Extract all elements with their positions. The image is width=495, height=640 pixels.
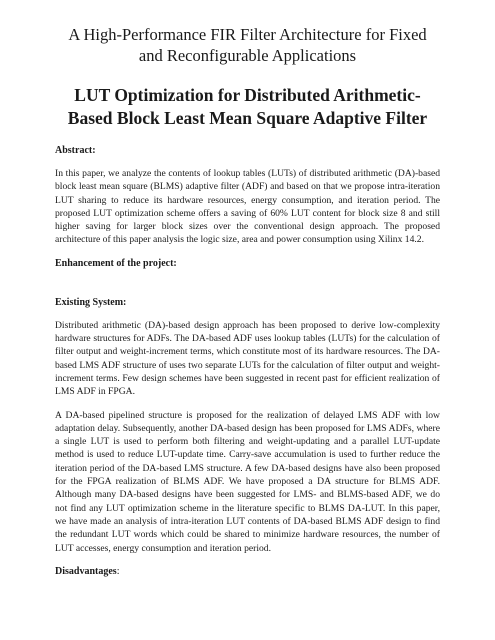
disadvantages-colon: : — [116, 565, 120, 577]
abstract-heading: Abstract: — [55, 145, 96, 156]
main-title: LUT Optimization for Distributed Arithmetic-Based Block Least Mean Square Adaptive Filter — [67, 85, 428, 128]
existing-system-paragraph-2: A DA-based pipelined structure is proposed for the realization of delayed LMS ADF with low adaptation delay. Subsequently, another DA-based design has been proposed for LMS ADFs, where a single LUT is used to perform both filtering and weight-updating and a parallel LUT-update method is used to reduce LUT-update time. Carry-save accumulation is used to further reduce the iteration period of the DA-based LMS structure. A few DA-based designs have also been proposed for the FPGA realization of BLMS ADF. We have proposed a DA structure for BLMS ADF. Although many DA-based designs have been suggested for LMS- and BLMS-based ADF, we do not find any LUT optimization scheme in the literature specific to BLMS DA-LUT. In this paper, we have made an analysis of intra-iteration LUT contents of DA-based BLMS ADF design to find the redundant LUT words which could be shared to minimize hardware resources, the number of LUT accesses, energy consumption and iteration period. — [55, 409, 440, 554]
disadvantages-heading-text: Disadvantages — [55, 565, 117, 577]
existing-system-heading: Existing System: — [55, 296, 127, 308]
section-gap — [55, 280, 440, 296]
disadvantages-heading — [55, 565, 440, 578]
existing-system-paragraph-1: Distributed arithmetic (DA)-based design approach has been proposed to derive low-complexity hardware structures for ADFs. The DA-based ADF uses lookup tables (LUTs) for the calculation of filter output and weight-increment terms, which constitute most of its hardware resources. The DA-based LMS ADF structure of uses two separate LUTs for the calculation of filter output and weight-increment terms. Few design schemes have been suggested in recent past for efficient realization of LMS ADF in FPGA. — [55, 319, 440, 398]
header-title: A High-Performance FIR Filter Architecture for Fixed and Reconfigurable Applications — [68, 25, 427, 65]
enhancement-heading: Enhancement of the project: — [55, 257, 177, 269]
abstract-text: In this paper, we analyze the contents of lookup tables (LUTs) of distributed arithmetic (DA)-based block least mean square (BLMS) adaptive filter (ADF) and based on that we propose intra-iteration LUT sharing to reduce its hardware resources, energy consumption, and iteration period. The proposed LUT optimization scheme offers a saving of 60% LUT content for block size 8 and still higher saving for larger block sizes over the conventional design approach. The proposed architecture of this paper analysis the logic size, area and power consumption using Xilinx 14.2. — [55, 168, 440, 246]
